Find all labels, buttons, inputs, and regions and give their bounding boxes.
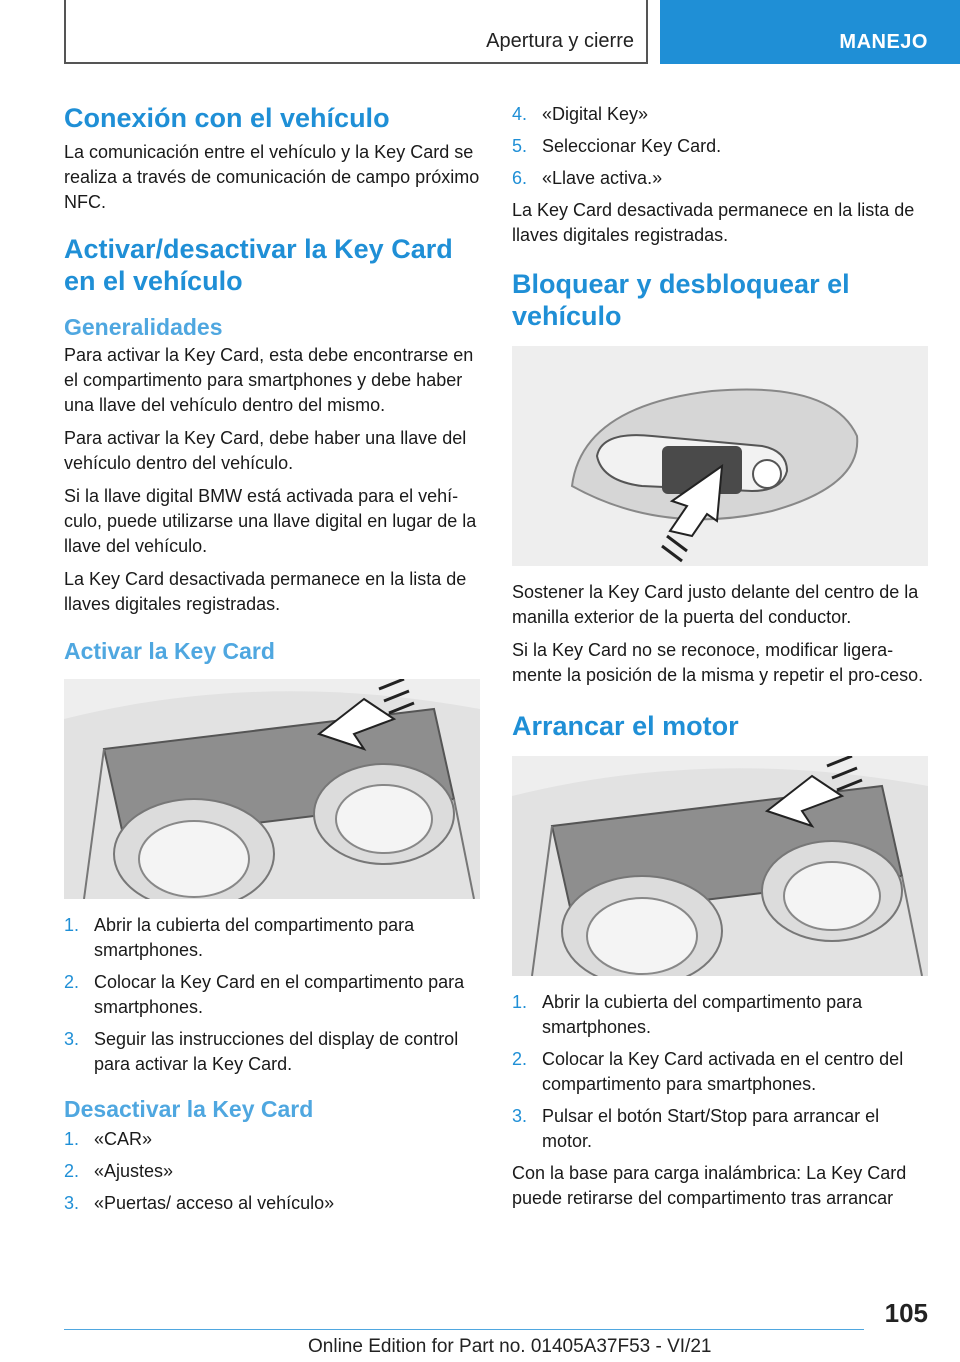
paragraph-desactivada: La Key Card desactivada permanece en la lista de llaves digitales registradas. xyxy=(512,200,915,245)
paragraph-bloquear-1: Sostener la Key Card justo delante del centro de la manilla exterior de la puerta del conductor. xyxy=(512,582,919,627)
header-chapter-title: MANEJO xyxy=(839,31,928,53)
list-item: 2. Colocar la Key Card en el compartimento para smartphones. xyxy=(64,972,465,1017)
header-chapter-tab xyxy=(660,0,960,64)
list-item: 1. «CAR» xyxy=(64,1129,153,1149)
paragraph-gen-1: Para activar la Key Card, esta debe encontrarse en el compartimento para smartphones y debe haber una llave del vehículo dentro del mismo. xyxy=(64,345,474,415)
left-column xyxy=(64,102,480,1223)
heading-conexion: Conexión con el vehículo xyxy=(64,103,390,133)
list-item: 4. «Digital Key» xyxy=(512,104,649,124)
paragraph-gen-4: La Key Card desactivada permanece en la lista de llaves digitales registradas. xyxy=(64,569,467,614)
footer-edition: Online Edition for Part no. 01405A37F53 - VI/21 xyxy=(308,1336,712,1357)
list-item: 3. «Puertas/ acceso al vehículo» xyxy=(64,1193,335,1213)
list-item: 2. Colocar la Key Card activada en el centro del compartimento para smartphones. xyxy=(512,1049,904,1094)
heading-arrancar: Arrancar el motor xyxy=(512,711,739,741)
heading-activar: Activar la Key Card xyxy=(64,638,275,664)
arrancar-steps-list xyxy=(512,990,928,1154)
footer-divider xyxy=(64,1329,864,1330)
paragraph-bloquear-2: Si la Key Card no se reconoce, modificar ligera‐mente la posición de la misma y repetir el pro‐ceso. xyxy=(512,640,924,685)
list-item: 5. Seleccionar Key Card. xyxy=(512,136,722,156)
list-item: 1. Abrir la cubierta del compartimento para smartphones. xyxy=(512,992,863,1037)
header-section-title: Apertura y cierre xyxy=(486,30,634,52)
list-item: 3. Seguir las instrucciones del display de control para activar la Key Card. xyxy=(64,1029,459,1074)
smartphone-compartment-illustration xyxy=(64,679,480,899)
smartphone-compartment-key-card-illustration xyxy=(512,756,928,976)
list-item: 3. Pulsar el botón Start/Stop para arrancar el motor. xyxy=(512,1106,880,1151)
heading-desactivar: Desactivar la Key Card xyxy=(64,1096,314,1122)
heading-bloquear: Bloquear y desbloquear el vehículo xyxy=(512,269,850,331)
desactivar-steps-list-continued xyxy=(512,102,928,191)
paragraph-gen-3: Si la llave digital BMW está activada para el vehí‐culo, puede utilizarse una llave digital en lugar de la llave del vehículo. xyxy=(64,486,477,556)
right-column xyxy=(512,102,928,1219)
paragraph-conexion: La comunicación entre el vehículo y la Key Card se realiza a través de comunicación de campo próximo NFC. xyxy=(64,142,480,212)
list-item: 6. «Llave activa.» xyxy=(512,168,663,188)
page-number: 105 xyxy=(884,1298,928,1328)
paragraph-arrancar: Con la base para carga inalámbrica: La Key Card puede retirarse del compartimento tras arrancar xyxy=(512,1163,907,1208)
list-item: 1. Abrir la cubierta del compartimento para smartphones. xyxy=(64,915,415,960)
door-handle-illustration xyxy=(512,346,928,566)
heading-generalidades: Generalidades xyxy=(64,314,223,340)
desactivar-steps-list xyxy=(64,1127,480,1216)
heading-activar-desactivar: Activar/desactivar la Key Card en el vehículo xyxy=(64,234,453,296)
list-item: 2. «Ajustes» xyxy=(64,1161,174,1181)
header-section-box xyxy=(64,0,648,64)
paragraph-gen-2: Para activar la Key Card, debe haber una llave del vehículo dentro del vehículo. xyxy=(64,428,467,473)
activar-steps-list xyxy=(64,913,480,1077)
